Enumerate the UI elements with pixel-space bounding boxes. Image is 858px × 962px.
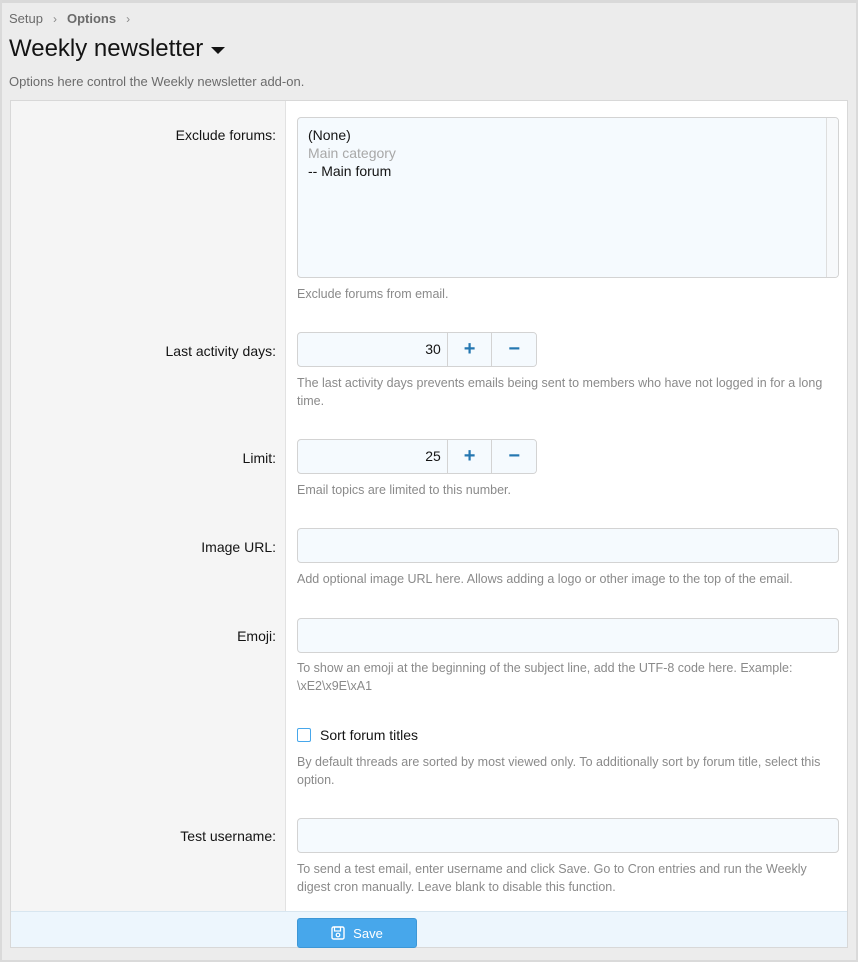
page-title-text: Weekly newsletter xyxy=(9,35,204,62)
listbox-scrollbar[interactable] xyxy=(826,118,838,277)
forum-option-none[interactable]: (None) xyxy=(308,127,351,143)
save-button-label: Save xyxy=(353,925,383,941)
sort-forum-titles-hint: By default threads are sorted by most viewed only. To additionally sort by forum title, select this option. xyxy=(297,755,821,787)
exclude-forums-label: Exclude forums: xyxy=(175,127,276,143)
limit-hint: Email topics are limited to this number. xyxy=(297,483,511,497)
options-form xyxy=(10,100,848,948)
exclude-forums-select[interactable] xyxy=(297,117,839,278)
limit-stepper xyxy=(297,439,537,474)
last-activity-days-input[interactable]: 30 xyxy=(425,341,441,357)
emoji-label: Emoji: xyxy=(237,628,276,644)
sort-forum-titles-label[interactable]: Sort forum titles xyxy=(320,727,419,743)
plus-icon[interactable]: + xyxy=(447,333,492,366)
image-url-hint: Add optional image URL here. Allows adding a logo or other image to the top of the email. xyxy=(297,572,793,586)
save-icon xyxy=(331,926,345,940)
label-column xyxy=(11,101,286,911)
breadcrumb-separator: › xyxy=(52,11,57,26)
last-activity-days-hint: The last activity days prevents emails being sent to members who have not logged in for a long time. xyxy=(297,376,823,408)
window-left-edge xyxy=(0,0,2,962)
test-username-hint: To send a test email, enter username and click Save. Go to Cron entries and run the Weekly digest cron manually. Leave blank to disable this function. xyxy=(297,862,807,894)
exclude-forums-hint: Exclude forums from email. xyxy=(297,287,449,301)
forum-option-main-forum[interactable]: -- Main forum xyxy=(308,163,392,179)
breadcrumb-separator: › xyxy=(126,11,131,26)
breadcrumb-setup[interactable]: Setup xyxy=(9,11,43,26)
minus-icon[interactable]: − xyxy=(491,333,536,366)
caret-down-icon[interactable] xyxy=(211,47,225,54)
window-top-edge xyxy=(0,0,858,3)
page-title[interactable] xyxy=(9,35,225,63)
emoji-hint: To show an emoji at the beginning of the subject line, add the UTF-8 code here. Example: \xE2\x9E\xA1 xyxy=(297,661,793,693)
image-url-input[interactable] xyxy=(297,528,839,563)
last-activity-days-stepper xyxy=(297,332,537,367)
save-button[interactable] xyxy=(297,918,417,948)
sort-forum-titles-checkbox[interactable] xyxy=(297,728,311,742)
forum-option-main-category: Main category xyxy=(308,145,396,161)
form-footer xyxy=(11,911,847,947)
page-description: Options here control the Weekly newsletter add-on. xyxy=(9,74,305,89)
limit-label: Limit: xyxy=(242,450,276,466)
test-username-label: Test username: xyxy=(180,828,276,844)
breadcrumb xyxy=(9,11,140,26)
limit-input[interactable]: 25 xyxy=(425,448,441,464)
minus-icon[interactable]: − xyxy=(491,440,536,473)
last-activity-days-label: Last activity days: xyxy=(165,343,276,359)
plus-icon[interactable]: + xyxy=(447,440,492,473)
image-url-label: Image URL: xyxy=(201,539,276,555)
emoji-input[interactable] xyxy=(297,618,839,653)
test-username-input[interactable] xyxy=(297,818,839,853)
breadcrumb-options[interactable]: Options xyxy=(66,11,117,26)
sort-forum-titles-option[interactable] xyxy=(297,727,418,743)
